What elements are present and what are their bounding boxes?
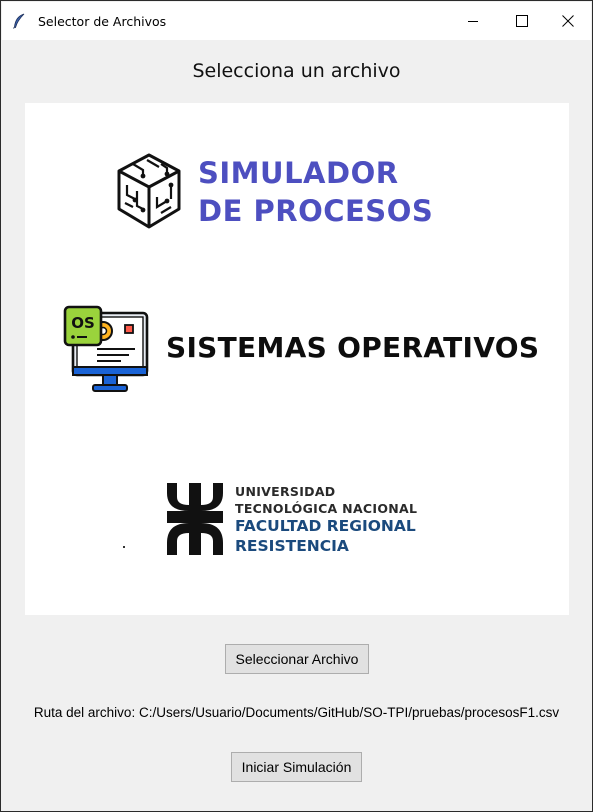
start-simulation-button[interactable] [231,752,362,782]
maximize-button[interactable] [499,2,545,40]
close-button[interactable] [545,2,591,40]
decorative-dot [123,546,125,548]
title-bar[interactable] [2,2,591,40]
select-file-button-label: Seleccionar Archivo [235,651,359,667]
page-title: Selecciona un archivo [192,60,401,82]
utn-line-universidad: UNIVERSIDAD [235,484,336,499]
os-badge-text: OS [71,314,95,332]
close-icon [562,15,574,27]
utn-line-resistencia: RESISTENCIA [235,537,349,555]
computer-monitor-icon [63,305,151,397]
processor-chip-icon [113,151,185,233]
simulador-title-line2: DE PROCESOS [198,194,434,228]
simulador-title-line1: SIMULADOR [198,156,399,190]
utn-line-tecnologica: TECNOLÓGICA NACIONAL [235,501,418,516]
maximize-icon [516,15,528,27]
file-path-label: Ruta del archivo: C:/Users/Usuario/Documents/GitHub/SO-TPI/pruebas/procesosF1.csv [33,705,560,720]
window-title: Selector de Archivos [38,13,167,29]
minimize-button[interactable] [447,2,499,40]
logo-image [25,103,569,615]
start-simulation-button-label: Iniciar Simulación [241,759,352,775]
feather-icon [2,2,36,40]
minimize-icon [467,15,479,27]
utn-line-facultad: FACULTAD REGIONAL [235,517,416,535]
utn-logo-icon [167,483,223,555]
sistemas-title: SISTEMAS OPERATIVOS [166,331,540,364]
select-file-button[interactable] [225,644,369,674]
